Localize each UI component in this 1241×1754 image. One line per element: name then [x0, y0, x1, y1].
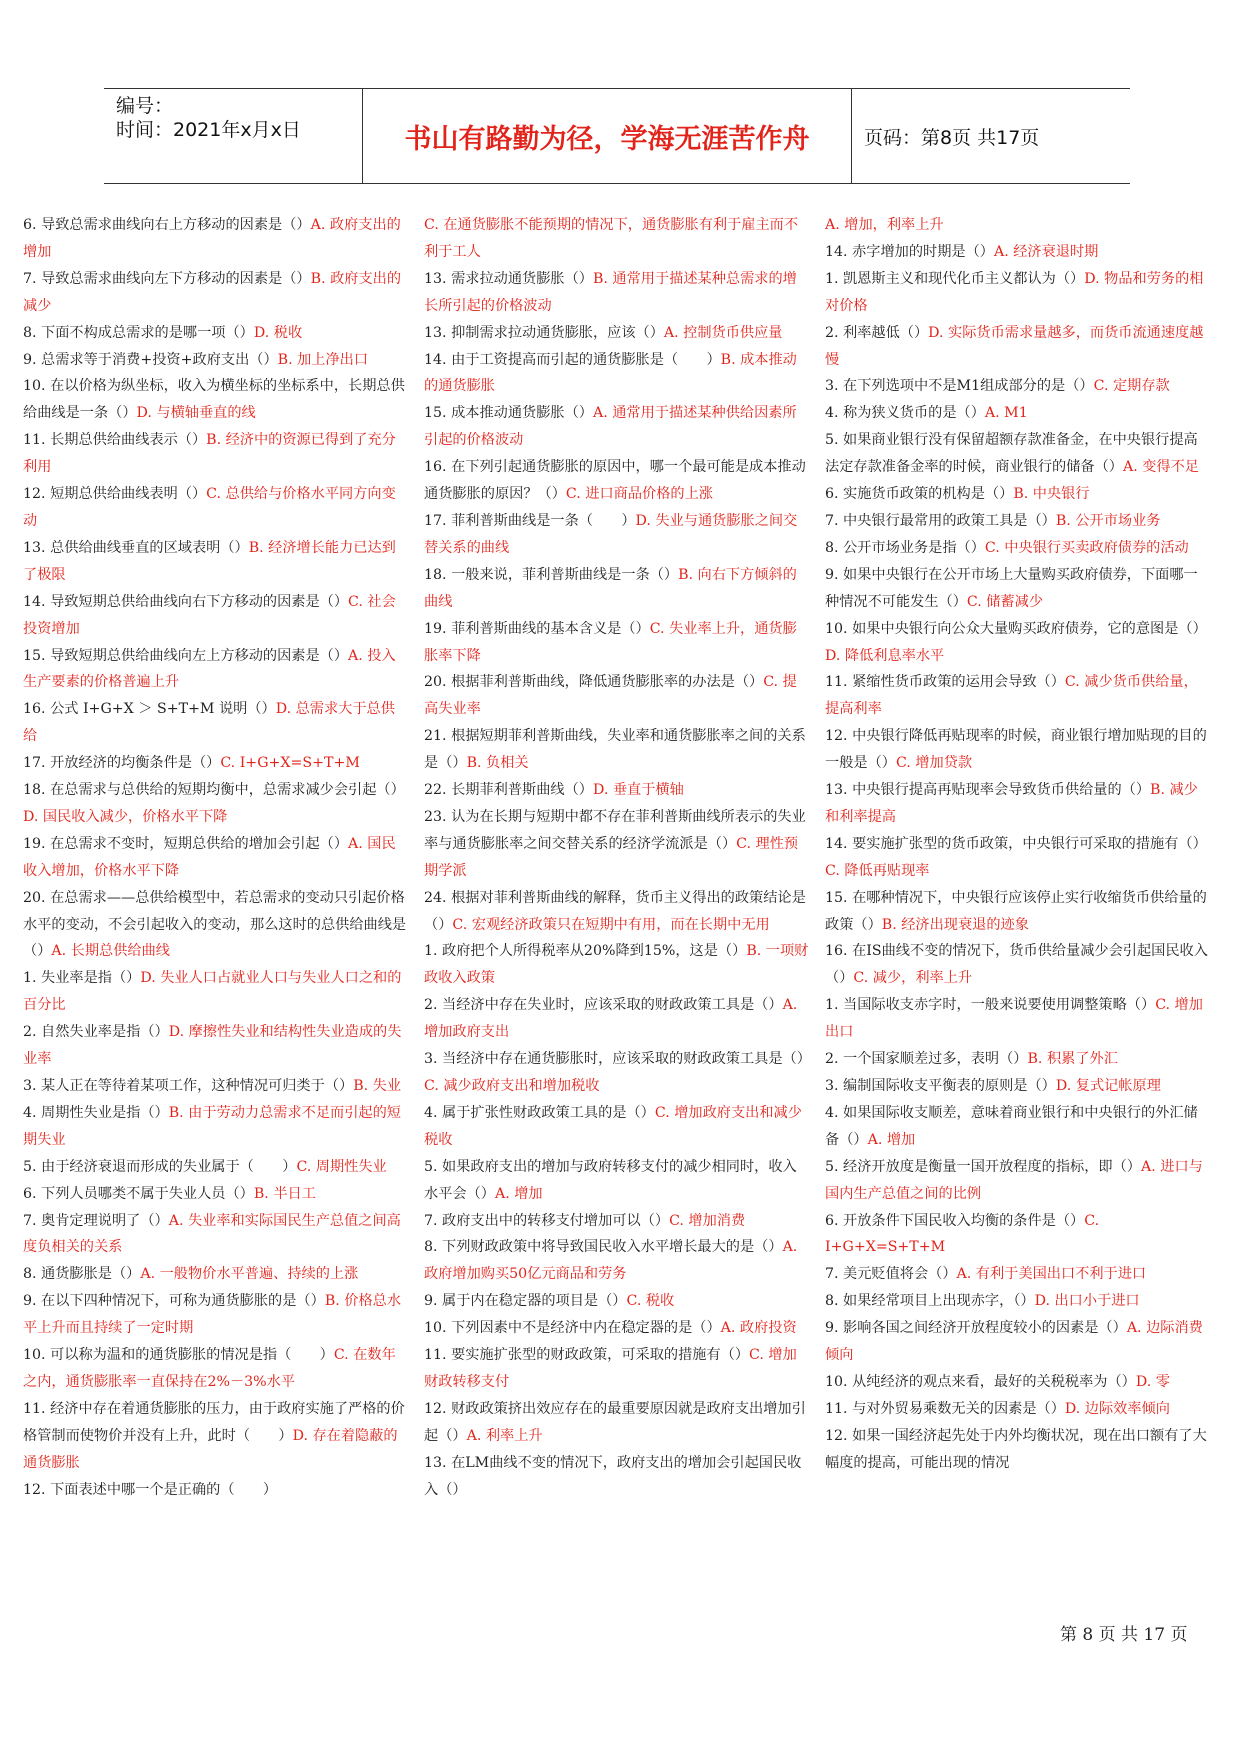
- question-item: [23, 1181, 408, 1208]
- answer-text: A. 通常用于描述某种供给因素所引起的价格波动: [424, 405, 797, 449]
- question-item: [23, 1261, 408, 1288]
- answer-text: C. I+G+X=S+T+M: [825, 1212, 1100, 1256]
- question-item: [424, 454, 809, 508]
- question-item: [23, 1288, 408, 1342]
- question-text: 22. 长期菲利普斯曲线（）: [424, 782, 593, 799]
- question-item: [825, 1208, 1210, 1262]
- question-text: 4. 周期性失业是指（）: [23, 1104, 169, 1121]
- question-text: 18. 一般来说，菲利普斯曲线是一条（）: [424, 566, 679, 583]
- question-text: 4. 如果国际收支顺差，意味着商业银行和中央银行的外汇储备（）: [825, 1104, 1198, 1148]
- question-text: 10. 可以称为温和的通货膨胀的情况是指（ ）: [23, 1347, 334, 1364]
- page-header: [104, 88, 1130, 184]
- question-item: [23, 1342, 408, 1396]
- question-text: 20. 在总需求——总供给模型中，若总需求的变动只引起价格水平的变动，不会引起收入的变动，那么这时的总供给曲线是（）: [23, 889, 407, 960]
- answer-text: B. 价格总水平上升而且持续了一定时期: [23, 1293, 402, 1337]
- question-item: [23, 1100, 408, 1154]
- question-text: 5. 由于经济衰退而形成的失业属于（ ）: [23, 1158, 297, 1175]
- question-text: 3. 当经济中存在通货膨胀时，应该采取的财政政策工具是（）: [424, 1051, 811, 1068]
- question-text: 9. 如果中央银行在公开市场上大量购买政府债券，下面哪一种情况不可能发生（）: [825, 566, 1198, 610]
- question-text: 17. 菲利普斯曲线是一条（ ）: [424, 512, 636, 529]
- question-text: 5. 经济开放度是衡量一国开放程度的指标，即（）: [825, 1158, 1141, 1175]
- answer-text: C. 降低再贴现率: [825, 862, 930, 879]
- answer-text: A. 利率上升: [466, 1427, 543, 1444]
- question-text: 11. 要实施扩张型的财政政策，可采取的措施有（）: [424, 1347, 750, 1364]
- answer-text: B. 失业: [353, 1078, 402, 1094]
- answer-text: A. 政府支出的增加: [23, 217, 401, 260]
- question-text: 9. 在以下四种情况下，可称为通货膨胀的是（）: [23, 1293, 325, 1310]
- answer-text: A. 增加，利率上升: [825, 217, 944, 233]
- question-text: 5. 如果政府支出的增加与政府转移支付的减少相同时，收入水平会（）: [424, 1158, 797, 1202]
- question-text: 11. 经济中存在着通货膨胀的压力，由于政府实施了严格的价格管制而使物价并没有上升，此时（ ）: [23, 1400, 405, 1444]
- question-text: 6. 导致总需求曲线向右上方移动的因素是（）: [23, 217, 311, 233]
- answer-text: A. 进口与国内生产总值之间的比例: [825, 1158, 1203, 1202]
- question-item: [424, 1154, 809, 1208]
- answer-text: D. 与横轴垂直的线: [136, 405, 256, 422]
- question-item: [23, 535, 408, 589]
- question-text: 3. 在下列选项中不是M1组成部分的是（）: [825, 378, 1094, 395]
- question-text: 8. 下列财政政策中将导致国民收入水平增长最大的是（）: [424, 1239, 783, 1256]
- answer-text: D. 复式记帐原理: [1055, 1078, 1161, 1094]
- question-item: [825, 1100, 1210, 1154]
- question-item: [424, 347, 809, 401]
- question-item: [424, 992, 809, 1046]
- question-item: [825, 777, 1210, 831]
- question-column-1: [23, 212, 408, 1504]
- answer-text: C. 增加消费: [669, 1212, 746, 1229]
- question-text: 1. 政府把个人所得税率从20%降到15%，这是（）: [424, 943, 747, 960]
- answer-text: B. 中央银行: [1013, 486, 1090, 503]
- question-text: 10. 下列因素中不是经济中内在稳定器的是（）: [424, 1320, 721, 1337]
- answer-text: C. 增加政府支出和减少税收: [424, 1104, 802, 1148]
- question-item: [424, 266, 809, 320]
- question-item: [23, 643, 408, 697]
- question-item: [424, 669, 809, 723]
- page-code-label: 页码：第8页 共17页: [864, 127, 1040, 149]
- question-text: 15. 在哪种情况下，中央银行应该停止实行收缩货币供给量的政策（）: [825, 889, 1207, 933]
- answer-text: C. 定期存款: [1093, 378, 1170, 395]
- answer-text: A. M1: [984, 405, 1028, 422]
- answer-text: B. 经济增长能力已达到了极限: [23, 539, 396, 583]
- question-item: [424, 804, 809, 885]
- question-text: 18. 在总需求与总供给的短期均衡中，总需求减少会引起（）: [23, 782, 405, 799]
- question-text: 3. 某人正在等待着某项工作，这种情况可归类于（）: [23, 1078, 354, 1094]
- answer-text: C. 进口商品价格的上涨: [565, 486, 713, 503]
- question-text: 13. 总供给曲线垂直的区域表明（）: [23, 539, 249, 556]
- question-text: 12. 中央银行降低再贴现率的时候，商业银行增加贴现的目的一般是（）: [825, 728, 1207, 772]
- question-item: [825, 320, 1210, 374]
- answer-text: B. 加上净出口: [277, 351, 369, 368]
- question-text: 12. 财政政策挤出效应存在的最重要原因就是政府支出增加引起（）: [424, 1400, 806, 1444]
- question-text: 11. 紧缩性货币政策的运用会导致（）: [825, 674, 1065, 691]
- question-text: 1. 失业率是指（）: [23, 970, 141, 987]
- question-text: 7. 中央银行最常用的政策工具是（）: [825, 512, 1056, 529]
- question-item: [424, 1100, 809, 1154]
- question-item: [23, 266, 408, 320]
- answer-text: B. 半日工: [253, 1185, 316, 1202]
- question-item: [424, 320, 809, 347]
- question-text: 13. 抑制需求拉动通货膨胀，应该（）: [424, 324, 664, 341]
- question-item: [424, 777, 809, 804]
- question-text: 15. 导致短期总供给曲线向左上方移动的因素是（）: [23, 647, 349, 664]
- answer-text: D. 失业人口占就业人口与失业人口之和的百分比: [23, 970, 402, 1014]
- question-text: 15. 成本推动通货膨胀（）: [424, 405, 593, 422]
- question-text: 4. 称为狭义货币的是（）: [825, 405, 985, 422]
- answer-text: C. 社会投资增加: [23, 593, 396, 637]
- question-text: 7. 导致总需求曲线向左下方移动的因素是（）: [23, 270, 311, 287]
- question-item: [825, 1315, 1210, 1369]
- question-text: 12. 下面表述中哪一个是正确的（ ）: [23, 1481, 278, 1498]
- question-item: [825, 723, 1210, 777]
- answer-text: C. 失业率上升，通货膨胀率下降: [424, 620, 797, 664]
- answer-text: A. 增加: [867, 1131, 916, 1148]
- question-text: 11. 与对外贸易乘数无关的因素是（）: [825, 1400, 1065, 1417]
- question-text: 9. 总需求等于消费+投资+政府支出（）: [23, 351, 278, 368]
- question-item: [825, 669, 1210, 723]
- question-item: [825, 427, 1210, 481]
- answer-text: D. 零: [1135, 1373, 1170, 1390]
- question-item: [825, 1396, 1210, 1423]
- question-item: [23, 831, 408, 885]
- question-item: [23, 1073, 408, 1100]
- motto-text: 书山有路勤为径，学海无涯苦作舟: [404, 124, 810, 155]
- question-item: [424, 1396, 809, 1450]
- question-text: 24. 根据对菲利普斯曲线的解释，货币主义得出的政策结论是（）: [424, 889, 806, 933]
- answer-text: D. 边际效率倾向: [1064, 1400, 1170, 1417]
- answer-text: A. 增加: [494, 1185, 543, 1202]
- question-item: [23, 589, 408, 643]
- question-item: [23, 885, 408, 966]
- question-item: [23, 347, 408, 374]
- answer-text: A. 边际消费倾向: [825, 1320, 1203, 1364]
- question-item: [825, 239, 1210, 266]
- question-text: 4. 属于扩张性财政政策工具的是（）: [424, 1104, 655, 1121]
- question-item: [424, 400, 809, 454]
- answer-text: A. 国民收入增加，价格水平下降: [23, 835, 396, 879]
- question-item: [23, 1477, 408, 1504]
- answer-text: D. 国民收入减少，价格水平下降: [23, 808, 228, 825]
- answer-text: C. 减少货币供给量，提高利率: [825, 674, 1198, 718]
- question-text: 13. 需求拉动通货膨胀（）: [424, 270, 593, 287]
- question-item: [825, 562, 1210, 616]
- question-item: [424, 723, 809, 777]
- question-column-3: [825, 212, 1210, 1477]
- page-footer: 第 8 页 共 17 页: [1060, 1625, 1188, 1645]
- question-item: [424, 885, 809, 939]
- answer-text: B. 通常用于描述某种总需求的增长所引起的价格波动: [424, 270, 797, 314]
- question-text: 14. 导致短期总供给曲线向右下方移动的因素是（）: [23, 593, 349, 610]
- answer-text: D. 实际货币需求量越多，而货币流通速度越慢: [825, 324, 1204, 368]
- answer-text: C. 宏观经济政策只在短期中有用，而在长期中无用: [452, 916, 770, 933]
- question-text: 16. 在下列引起通货膨胀的原因中，哪一个最可能是成本推动通货膨胀的原因？（）: [424, 459, 806, 503]
- answer-text: D. 降低利息率水平: [825, 647, 945, 664]
- question-text: 8. 通货膨胀是（）: [23, 1266, 141, 1283]
- answer-text: C. 税收: [626, 1293, 675, 1310]
- question-item: [23, 481, 408, 535]
- question-text: 14. 由于工资提高而引起的通货膨胀是（ ）: [424, 351, 721, 368]
- question-item: [424, 1288, 809, 1315]
- question-text: 13. 在LM曲线不变的情况下，政府支出的增加会引起国民收入（）: [424, 1454, 802, 1498]
- question-item: [23, 320, 408, 347]
- question-text: 9. 属于内在稳定器的项目是（）: [424, 1293, 627, 1310]
- question-text: 1. 凯恩斯主义和现代化币主义都认为（）: [825, 270, 1085, 287]
- question-item: [23, 750, 408, 777]
- question-text: 12. 如果一国经济起先处于内外均衡状况，现在出口额有了大幅度的提高，可能出现的情况: [825, 1427, 1207, 1471]
- question-text: 13. 中央银行提高再贴现率会导致货币供给量的（）: [825, 782, 1151, 799]
- answer-text: A. 经济衰退时期: [993, 243, 1099, 260]
- answer-text: C. 减少，利率上升: [853, 970, 973, 987]
- question-item: [825, 1288, 1210, 1315]
- question-item: [825, 1073, 1210, 1100]
- answer-text: C. 增加财政转移支付: [424, 1347, 797, 1390]
- answer-text: A. 投入生产要素的价格普遍上升: [23, 647, 396, 691]
- answer-text: B. 经济出现衰退的迹象: [881, 916, 1029, 933]
- question-text: 2. 自然失业率是指（）: [23, 1024, 169, 1041]
- question-item: [23, 427, 408, 481]
- question-item: [424, 1315, 809, 1342]
- answer-text: C. 增加出口: [825, 997, 1203, 1041]
- question-text: 7. 美元贬值将会（）: [825, 1266, 957, 1283]
- question-item: [23, 965, 408, 1019]
- question-text: 8. 公开市场业务是指（）: [825, 539, 985, 556]
- question-item: [23, 1208, 408, 1262]
- question-text: 6. 实施货币政策的机构是（）: [825, 486, 1014, 503]
- question-item: [825, 1046, 1210, 1073]
- answer-text: D. 摩擦性失业和结构性失业造成的失业率: [23, 1024, 402, 1068]
- question-text: 1. 当国际收支赤字时，一般来说要使用调整策略（）: [825, 997, 1156, 1014]
- answer-text: D. 垂直于横轴: [592, 782, 684, 799]
- answer-text: D. 税收: [253, 324, 303, 341]
- question-item: [424, 1208, 809, 1235]
- answer-text: D. 总需求大于总供给: [23, 701, 395, 745]
- question-item: [23, 1154, 408, 1181]
- question-item: [23, 212, 408, 266]
- answer-text: C. 储蓄减少: [966, 593, 1044, 610]
- answer-text: B. 减少和利率提高: [825, 782, 1198, 825]
- question-text: 19. 在总需求不变时，短期总供给的增加会引起（）: [23, 835, 349, 852]
- question-item: [424, 562, 809, 616]
- question-item: [424, 938, 809, 992]
- answer-text: A. 变得不足: [1122, 459, 1199, 476]
- question-text: 2. 一个国家顺差过多，表明（）: [825, 1051, 1028, 1068]
- question-text: 11. 长期总供给曲线表示（）: [23, 432, 207, 449]
- answer-text: B. 政府支出的减少: [23, 270, 402, 314]
- header-meta-cell: [104, 89, 362, 183]
- answer-text: C. 提高失业率: [424, 674, 797, 718]
- question-text: 7. 奥肯定理说明了（）: [23, 1212, 169, 1229]
- answer-text: D. 存在着隐蔽的通货膨胀: [23, 1427, 398, 1471]
- question-item: [23, 696, 408, 750]
- question-item: [825, 831, 1210, 885]
- question-item: [23, 1019, 408, 1073]
- question-item: [23, 1396, 408, 1477]
- question-item: [424, 616, 809, 670]
- answer-text: C. 周期性失业: [296, 1158, 387, 1175]
- question-text: 5. 如果商业银行没有保留超额存款准备金，在中央银行提高法定存款准备金率的时候，商业银行的储备（）: [825, 432, 1198, 476]
- answer-text: B. 经济中的资源已得到了充分利用: [23, 432, 396, 476]
- question-item: [825, 1369, 1210, 1396]
- question-text: 20. 根据菲利普斯曲线，降低通货膨胀率的办法是（）: [424, 674, 764, 691]
- question-item: [825, 373, 1210, 400]
- question-text: 8. 下面不构成总需求的是哪一项（）: [23, 324, 254, 341]
- answer-text: A. 长期总供给曲线: [51, 943, 170, 960]
- header-motto-cell: [362, 89, 852, 183]
- question-item: [825, 1154, 1210, 1208]
- question-item: [825, 1261, 1210, 1288]
- question-item: [825, 481, 1210, 508]
- answer-text: B. 一项财政收入政策: [424, 943, 809, 987]
- question-text: 6. 下列人员哪类不属于失业人员（）: [23, 1185, 254, 1202]
- answer-text: D. 失业与通货膨胀之间交替关系的曲线: [424, 512, 798, 556]
- answer-text: B. 由于劳动力总需求不足而引起的短期失业: [23, 1104, 401, 1148]
- question-item: [825, 535, 1210, 562]
- question-item: [424, 1234, 809, 1288]
- question-item: [825, 885, 1210, 939]
- answer-text: B. 负相关: [466, 755, 529, 772]
- answer-text: B. 成本推动的通货膨胀: [424, 351, 797, 395]
- question-text: 7. 政府支出中的转移支付增加可以（）: [424, 1212, 670, 1229]
- answer-text: D. 物品和劳务的相对价格: [825, 270, 1204, 314]
- question-item: [825, 616, 1210, 670]
- question-text: 9. 影响各国之间经济开放程度较小的因素是（）: [825, 1320, 1127, 1337]
- answer-text: C. 减少政府支出和增加税收: [424, 1078, 600, 1094]
- question-text: 3. 编制国际收支平衡表的原则是（）: [825, 1078, 1056, 1094]
- question-text: 12. 短期总供给曲线表明（）: [23, 486, 207, 503]
- answer-text: B. 积累了外汇: [1027, 1051, 1118, 1068]
- question-text: 2. 利率越低（）: [825, 324, 929, 341]
- answer-text: A. 失业率和实际国民生产总值之间高度负相关的关系: [23, 1212, 401, 1256]
- question-text: 21. 根据短期菲利普斯曲线，失业率和通货膨胀率之间的关系是（）: [424, 728, 806, 772]
- question-text: 10. 在以价格为纵坐标，收入为横坐标的坐标系中，长期总供给曲线是一条（）: [23, 378, 405, 422]
- question-text: 6. 开放条件下国民收入均衡的条件是（）: [825, 1212, 1085, 1229]
- question-text: 16. 在IS曲线不变的情况下，货币供给量减少会引起国民收入（）: [825, 943, 1208, 987]
- question-item: [825, 508, 1210, 535]
- answer-text: C. 中央银行买卖政府债券的活动: [984, 539, 1189, 556]
- answer-text: A. 一般物价水平普遍、持续的上涨: [140, 1266, 359, 1283]
- question-text: 2. 当经济中存在失业时，应该采取的财政政策工具是（）: [424, 997, 783, 1014]
- answer-text: B. 公开市场业务: [1055, 512, 1161, 529]
- answer-text: A. 增加政府支出: [424, 997, 798, 1041]
- answer-text: C. 总供给与价格水平同方向变动: [23, 486, 396, 529]
- answer-text: A. 政府投资: [720, 1320, 797, 1337]
- answer-text: C. 在数年之内，通货膨胀率一直保持在2%－3%水平: [23, 1347, 396, 1390]
- question-text: 10. 从纯经济的观点来看，最好的关税税率为（）: [825, 1373, 1136, 1390]
- question-item: [23, 373, 408, 427]
- answer-text: B. 向右下方倾斜的曲线: [424, 566, 797, 610]
- question-text: 17. 开放经济的均衡条件是（）: [23, 755, 221, 772]
- question-item: [424, 1342, 809, 1396]
- question-item: [825, 212, 1210, 239]
- question-text: 19. 菲利普斯曲线的基本含义是（）: [424, 620, 650, 637]
- answer-text: A. 政府增加购买50亿元商品和劳务: [424, 1239, 798, 1283]
- answer-text: D. 出口小于进口: [1034, 1293, 1140, 1310]
- question-text: 23. 认为在长期与短期中都不存在菲利普斯曲线所表示的失业率与通货膨胀率之间交替关系的经济学流派是（）: [424, 808, 806, 852]
- question-item: [424, 1450, 809, 1504]
- answer-text: A. 控制货币供应量: [663, 324, 783, 341]
- question-column-2: [424, 212, 809, 1504]
- answer-text: A. 有利于美国出口不利于进口: [956, 1266, 1147, 1283]
- question-item: [424, 508, 809, 562]
- question-item: [424, 212, 809, 266]
- answer-text: C. 理性预期学派: [424, 835, 799, 879]
- question-text: 8. 如果经常项目上出现赤字，（）: [825, 1293, 1035, 1310]
- document-time-label: 时间：2021年x月x日: [116, 119, 301, 141]
- question-item: [424, 1046, 809, 1100]
- question-item: [825, 266, 1210, 320]
- question-text: 16. 公式 I+G+X ＞ S+T+M 说明（）: [23, 701, 276, 718]
- question-text: 14. 要实施扩张型的货币政策，中央银行可采取的措施有（）: [825, 835, 1207, 852]
- question-text: 14. 赤字增加的时期是（）: [825, 243, 994, 260]
- header-page-cell: [850, 89, 1130, 183]
- document-number-label: 编号：: [116, 95, 174, 117]
- answer-text: C. 在通货膨胀不能预期的情况下，通货膨胀有利于雇主而不利于工人: [424, 217, 799, 260]
- question-item: [825, 938, 1210, 992]
- question-item: [825, 992, 1210, 1046]
- question-item: [825, 400, 1210, 427]
- question-item: [825, 1423, 1210, 1477]
- question-text: 10. 如果中央银行向公众大量购买政府债券，它的意图是（）: [825, 620, 1207, 637]
- answer-text: C. 增加贷款: [895, 755, 973, 772]
- question-item: [23, 777, 408, 831]
- answer-text: C. I+G+X=S+T+M: [220, 755, 360, 772]
